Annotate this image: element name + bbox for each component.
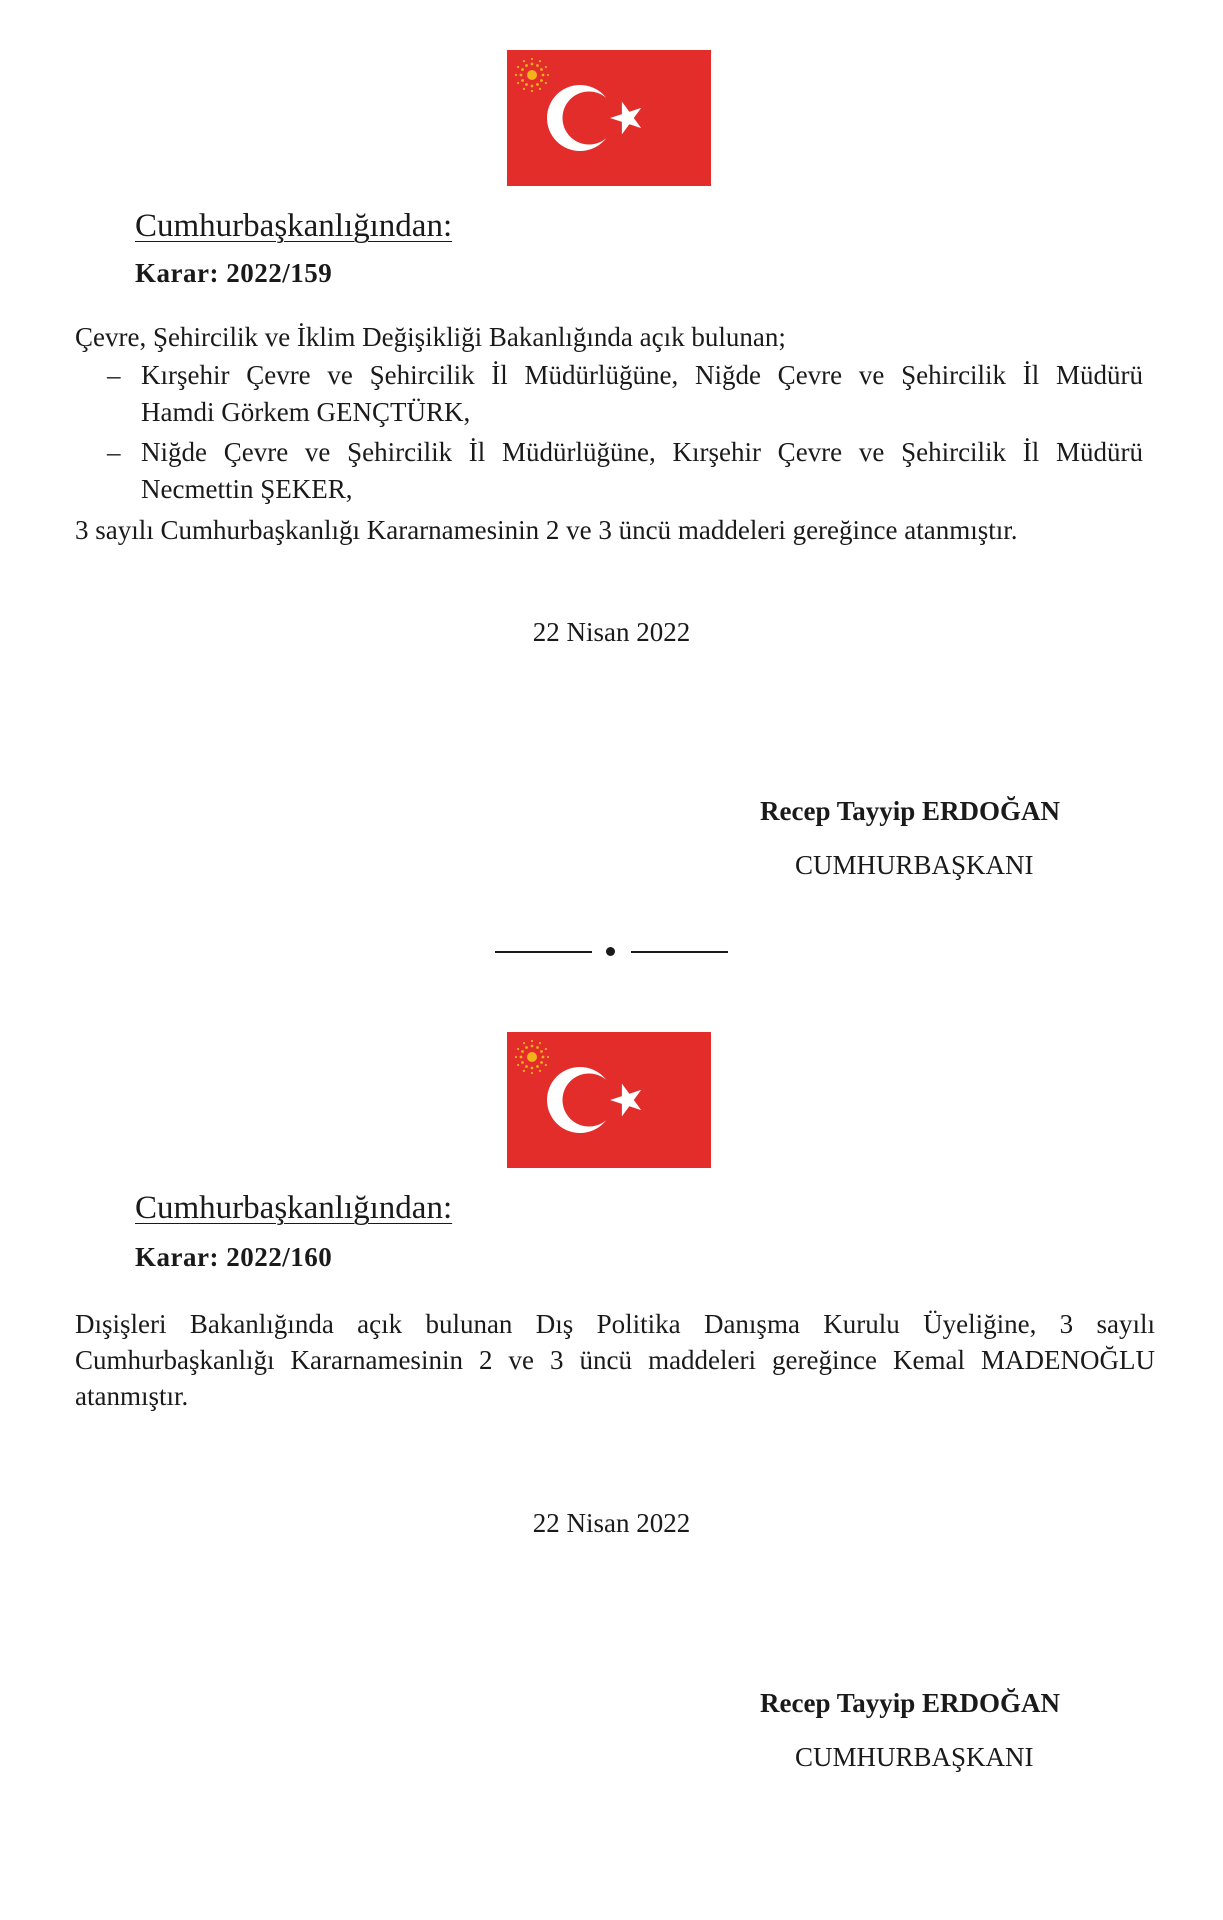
signer-name: Recep Tayyip ERDOĞAN bbox=[760, 796, 1061, 826]
list-item-line: Kırşehir Çevre ve Şehircilik İl Müdürlüğüne, Niğde Çevre ve Şehircilik İl Müdürü bbox=[141, 360, 1143, 390]
list-item-line: Niğde Çevre ve Şehircilik İl Müdürlüğüne, Kırşehir Çevre ve Şehircilik İl Müdürü bbox=[141, 437, 1143, 467]
separator-line-right bbox=[631, 951, 728, 953]
decision-number: Karar: 2022/159 bbox=[135, 258, 333, 288]
flag-image bbox=[507, 1032, 711, 1168]
decision-header: Cumhurbaşkanlığından: bbox=[135, 208, 453, 244]
decision-intro: Çevre, Şehircilik ve İklim Değişikliği Bakanlığında açık bulunan; bbox=[75, 322, 786, 352]
turkish-flag-emblem bbox=[507, 50, 711, 186]
flag-image bbox=[507, 50, 711, 186]
decision-number: Karar: 2022/160 bbox=[135, 1242, 333, 1272]
list-item-name: Hamdi Görkem GENÇTÜRK, bbox=[141, 397, 471, 427]
signer-title: CUMHURBAŞKANI bbox=[795, 1742, 1034, 1772]
list-dash: – bbox=[107, 360, 121, 390]
decision-header: Cumhurbaşkanlığından: bbox=[135, 1190, 453, 1226]
bullet-dot-icon bbox=[606, 947, 615, 956]
decision-date: 22 Nisan 2022 bbox=[532, 617, 691, 647]
decision-date: 22 Nisan 2022 bbox=[532, 1508, 691, 1538]
signer-title: CUMHURBAŞKANI bbox=[795, 850, 1034, 880]
list-item-name: Necmettin ŞEKER, bbox=[141, 474, 353, 504]
decision-body: Dışişleri Bakanlığında açık bulunan Dış Politika Danışma Kurulu Üyeliğine, 3 sayılı Cumhurbaşkanlığı Kararnamesinin 2 ve 3 üncü maddeleri gereğince Kemal MADENOĞLU atanmıştır. bbox=[75, 1309, 1155, 1411]
separator-line-left bbox=[495, 951, 592, 953]
signer-name: Recep Tayyip ERDOĞAN bbox=[760, 1688, 1061, 1718]
list-dash: – bbox=[107, 437, 121, 467]
decision-closing: 3 sayılı Cumhurbaşkanlığı Kararnamesinin 2 ve 3 üncü maddeleri gereğince atanmıştır. bbox=[75, 515, 1018, 545]
turkish-flag-emblem bbox=[507, 1032, 711, 1168]
